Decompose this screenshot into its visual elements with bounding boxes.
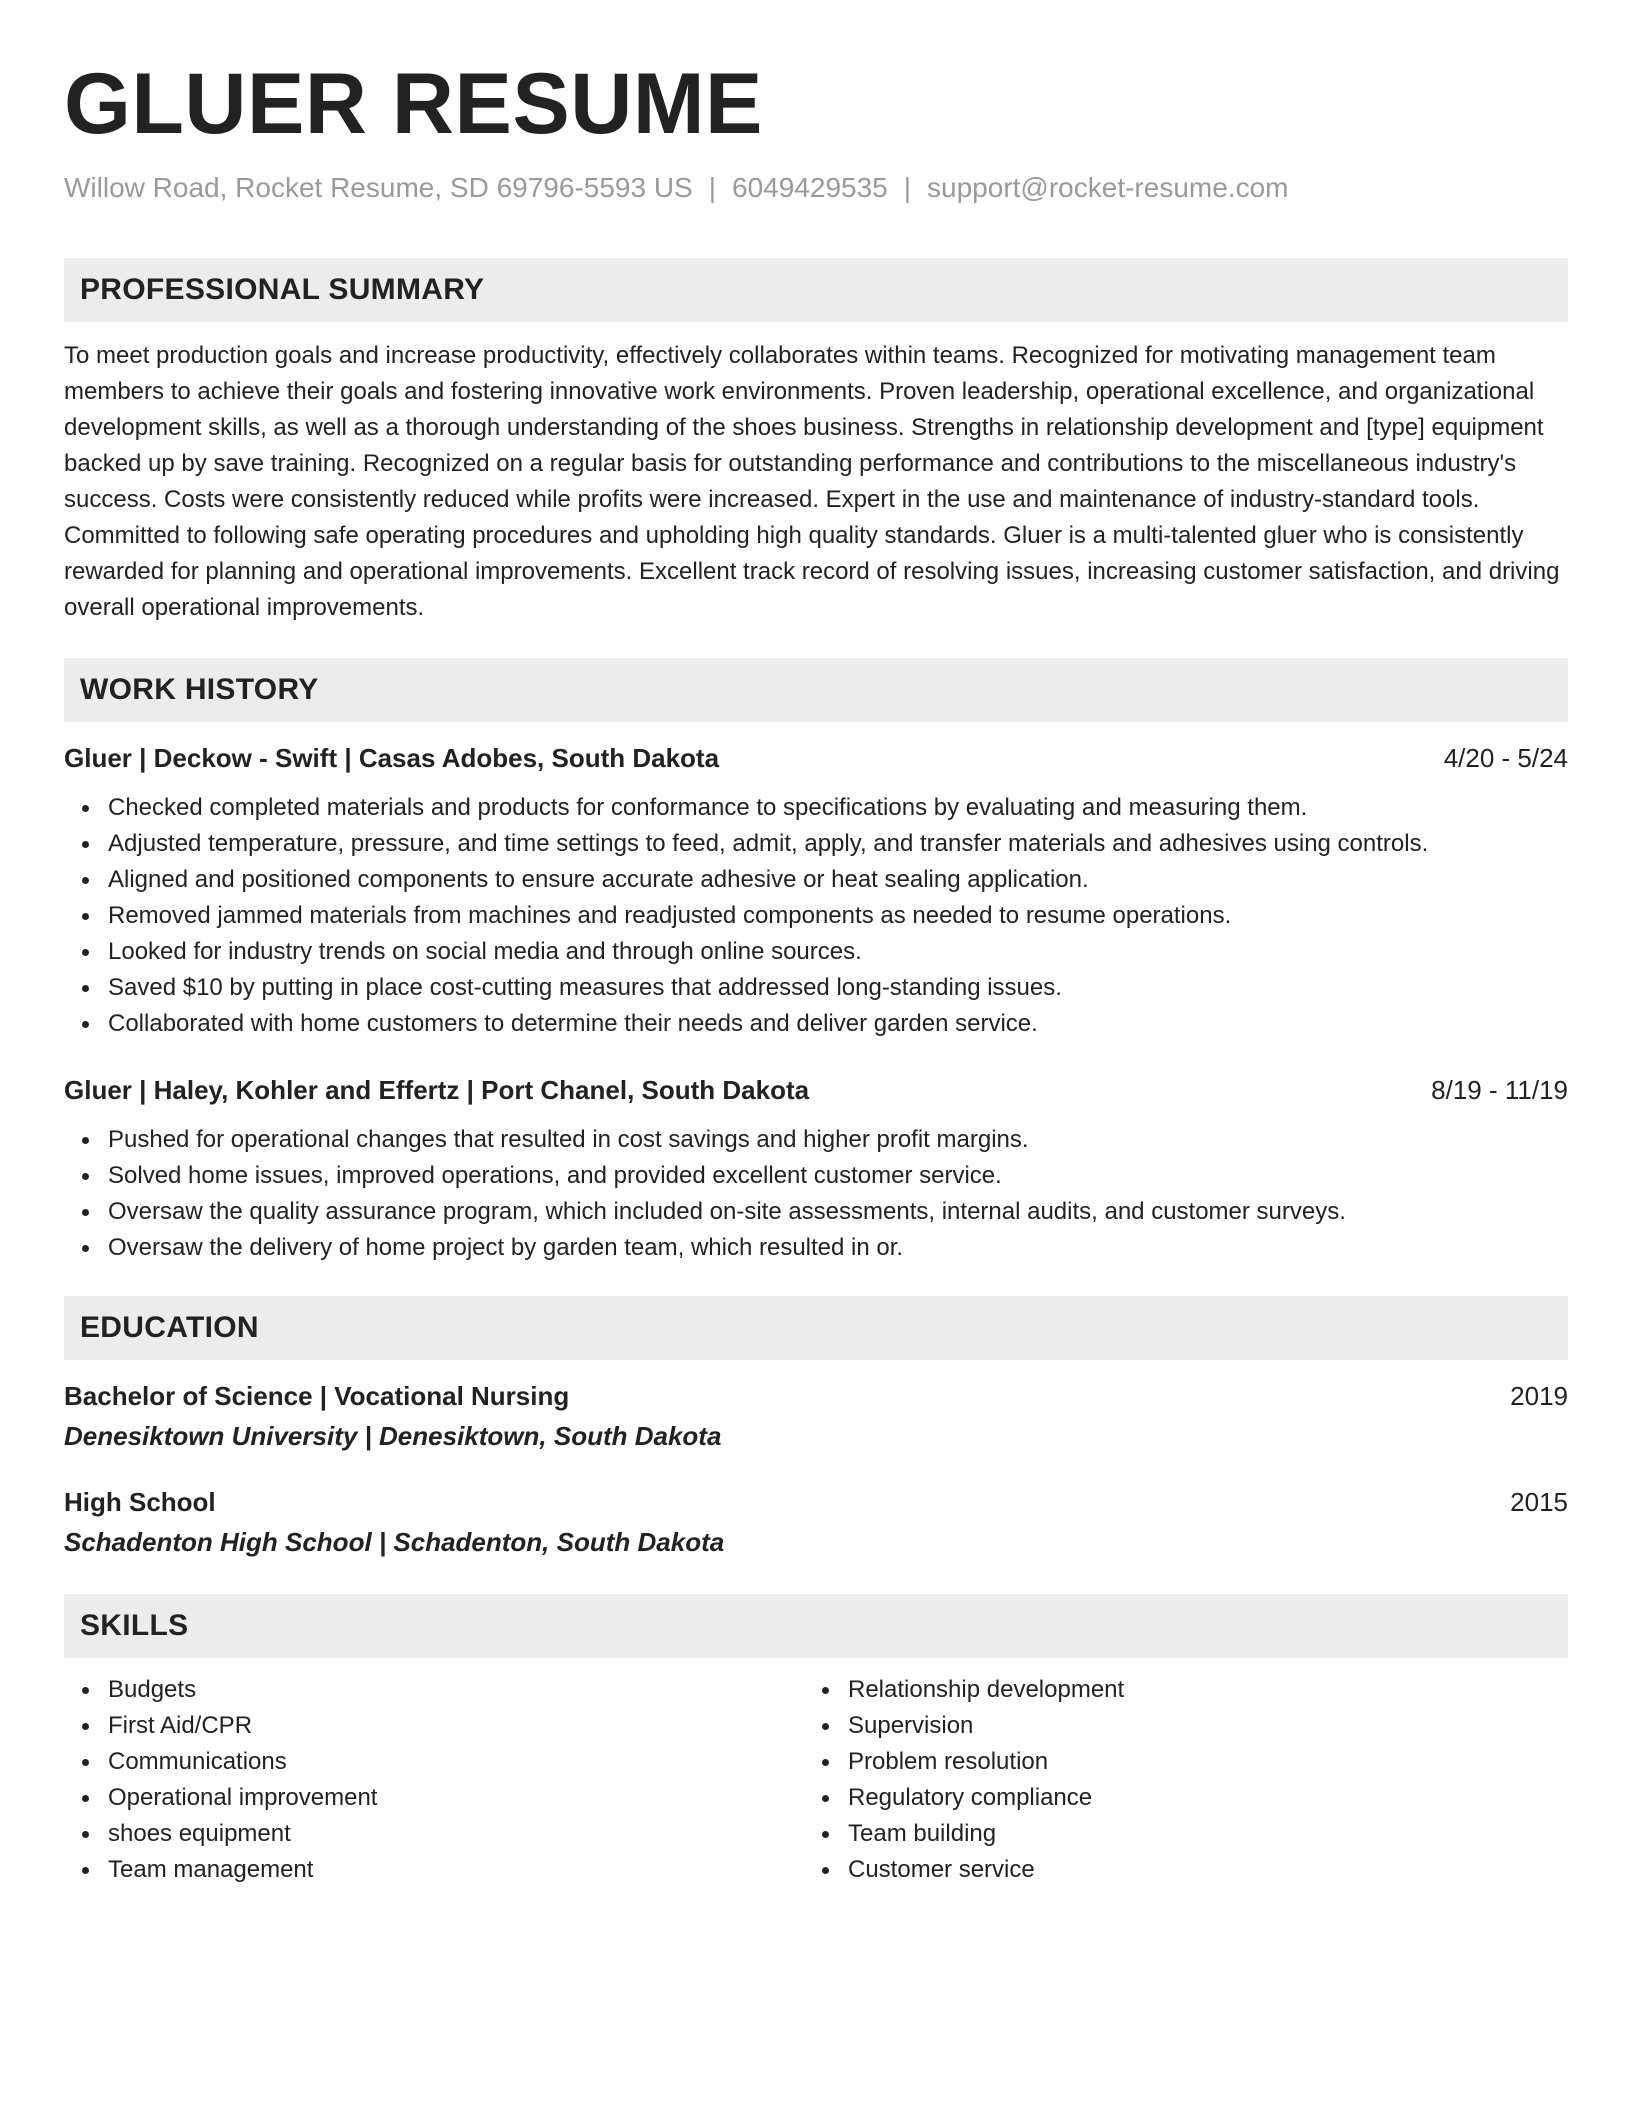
job-dates: 8/19 - 11/19	[1431, 1075, 1568, 1105]
contact-phone: 6049429535	[732, 172, 888, 203]
skills-bullets	[804, 1672, 1544, 1888]
skill-item: Team building	[804, 1816, 1544, 1852]
contact-separator: |	[708, 172, 717, 203]
job-title: Gluer | Haley, Kohler and Effertz | Port Chanel, South Dakota	[64, 1075, 810, 1105]
contact-line	[64, 170, 1568, 206]
skills-column-left	[64, 1672, 804, 1888]
skills-list	[64, 1672, 1568, 1888]
section-header-skills: SKILLS	[64, 1594, 1568, 1658]
skill-item: Regulatory compliance	[804, 1780, 1544, 1816]
job-entry	[64, 1072, 1568, 1266]
job-bullet: Pushed for operational changes that resulted in cost savings and higher profit margins.	[64, 1122, 1568, 1158]
job-bullet: Checked completed materials and products for conformance to specifications by evaluating and measuring them.	[64, 790, 1568, 826]
job-bullet: Adjusted temperature, pressure, and time settings to feed, admit, apply, and transfer materials and adhesives using controls.	[64, 826, 1568, 862]
skill-item: Relationship development	[804, 1672, 1544, 1708]
education-entry	[64, 1484, 1568, 1560]
education-degree: Bachelor of Science | Vocational Nursing	[64, 1381, 570, 1411]
job-bullets	[64, 1122, 1568, 1266]
job-bullet: Oversaw the quality assurance program, which included on-site assessments, internal audits, and customer surveys.	[64, 1194, 1568, 1230]
skill-item: First Aid/CPR	[64, 1708, 804, 1744]
education-year: 2015	[1510, 1487, 1568, 1517]
education-school: Denesiktown University | Denesiktown, South Dakota	[64, 1421, 722, 1451]
skills-column-right	[804, 1672, 1544, 1888]
education-school: Schadenton High School | Schadenton, South Dakota	[64, 1527, 725, 1557]
skill-item: Customer service	[804, 1852, 1544, 1888]
job-bullet: Oversaw the delivery of home project by garden team, which resulted in or.	[64, 1230, 1568, 1266]
skill-item: Problem resolution	[804, 1744, 1544, 1780]
job-title: Gluer | Deckow - Swift | Casas Adobes, South Dakota	[64, 743, 720, 773]
education-degree: High School	[64, 1487, 216, 1517]
skill-item: Communications	[64, 1744, 804, 1780]
section-header-summary: PROFESSIONAL SUMMARY	[64, 258, 1568, 322]
contact-address: Willow Road, Rocket Resume, SD 69796-5593 US	[64, 172, 693, 203]
skill-item: Budgets	[64, 1672, 804, 1708]
contact-email: support@rocket-resume.com	[927, 172, 1289, 203]
job-bullet: Saved $10 by putting in place cost-cutting measures that addressed long-standing issues.	[64, 970, 1568, 1006]
section-header-work-history: WORK HISTORY	[64, 658, 1568, 722]
job-dates: 4/20 - 5/24	[1443, 743, 1568, 773]
summary-text: To meet production goals and increase productivity, effectively collaborates within teams. Recognized for motivating management team members to achieve their goals and fostering innovative work environments. Proven leadership, operational excellence, and organizational development skills, as well as a thorough understanding of the shoes business. Strengths in relationship development and [type] equipment backed up by save training. Recognized on a regular basis for outstanding performance and contributions to the miscellaneous industry's success. Costs were consistently reduced while profits were increased. Expert in the use and maintenance of industry-standard tools. Committed to following safe operating procedures and upholding high quality standards. Gluer is a multi-talented gluer who is consistently rewarded for planning and operational improvements. Excellent track record of resolving issues, increasing customer satisfaction, and driving overall operational improvements.	[64, 342, 1560, 621]
job-bullet: Looked for industry trends on social media and through online sources.	[64, 934, 1568, 970]
skill-item: shoes equipment	[64, 1816, 804, 1852]
skill-item: Team management	[64, 1852, 804, 1888]
skill-item: Operational improvement	[64, 1780, 804, 1816]
job-bullet: Collaborated with home customers to determine their needs and deliver garden service.	[64, 1006, 1568, 1042]
education-entry	[64, 1378, 1568, 1454]
education-year: 2019	[1510, 1381, 1568, 1411]
resume-title: GLUER RESUME	[64, 56, 763, 152]
contact-separator: |	[903, 172, 912, 203]
job-bullet: Aligned and positioned components to ensure accurate adhesive or heat sealing application.	[64, 862, 1568, 898]
job-entry	[64, 740, 1568, 1042]
job-bullet: Removed jammed materials from machines and readjusted components as needed to resume operations.	[64, 898, 1568, 934]
skills-bullets	[64, 1672, 804, 1888]
job-bullets	[64, 790, 1568, 1042]
section-header-education: EDUCATION	[64, 1296, 1568, 1360]
education-heading-row	[64, 1378, 1568, 1414]
job-heading-row	[64, 1072, 1568, 1108]
job-bullet: Solved home issues, improved operations, and provided excellent customer service.	[64, 1158, 1568, 1194]
skill-item: Supervision	[804, 1708, 1544, 1744]
education-heading-row	[64, 1484, 1568, 1520]
job-heading-row	[64, 740, 1568, 776]
